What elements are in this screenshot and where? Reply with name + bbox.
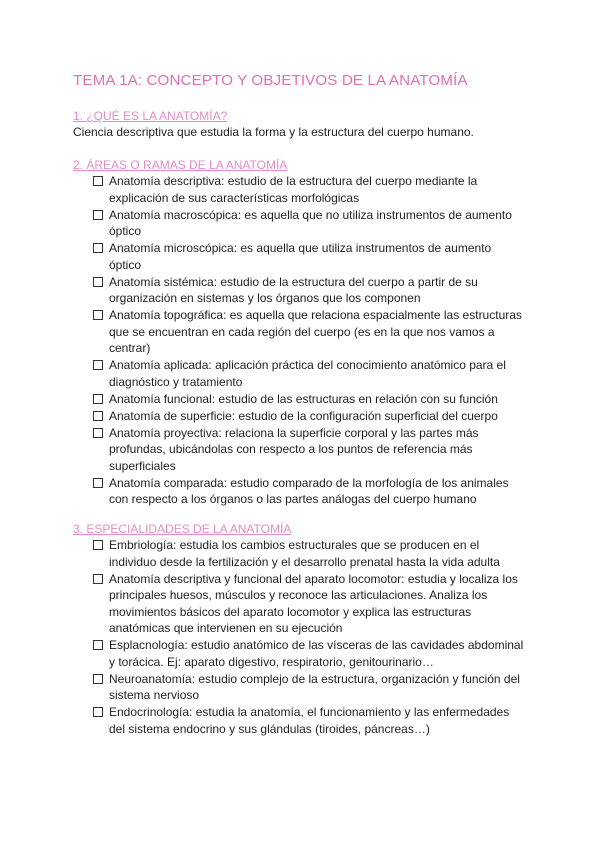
list-item — [73, 671, 543, 704]
item-line: Anatomía proyectiva: relaciona la superficie corporal y las partes más — [109, 425, 479, 440]
section-heading: 3. ESPECIALIDADES DE LA ANATOMÍA — [73, 522, 292, 536]
item-line: diagnóstico y tratamiento — [109, 374, 243, 389]
list-item — [73, 425, 543, 475]
checkbox-icon[interactable] — [93, 411, 103, 421]
areas-list — [73, 173, 543, 508]
checkbox-icon[interactable] — [93, 540, 103, 550]
item-line: Anatomía comparada: estudio comparado de la morfología de los animales — [109, 475, 509, 490]
checkbox-icon[interactable] — [93, 640, 103, 650]
list-item — [73, 704, 543, 737]
checkbox-icon[interactable] — [93, 674, 103, 684]
item-line: organización en sistemas y los órganos que los componen — [109, 291, 421, 305]
list-item — [73, 537, 543, 570]
section-heading: 2. ÁREAS O RAMAS DE LA ANATOMÍA — [73, 158, 288, 172]
item-text — [109, 173, 543, 206]
item-line: Anatomía funcional: estudio de las estructuras en relación con su función — [109, 391, 498, 406]
checkbox-icon[interactable] — [93, 176, 103, 186]
item-text — [109, 704, 543, 737]
item-line: Anatomía topográfica: es aquella que relaciona espacialmente las estructuras — [109, 308, 522, 322]
list-item — [73, 307, 543, 357]
item-text — [109, 391, 543, 408]
checkbox-icon[interactable] — [93, 394, 103, 404]
item-text — [109, 571, 543, 637]
item-text — [109, 207, 543, 240]
checkbox-icon[interactable] — [93, 360, 103, 370]
item-text — [109, 475, 543, 508]
specialties-list — [73, 537, 543, 737]
item-text — [109, 307, 543, 357]
checkbox-icon[interactable] — [93, 210, 103, 220]
section-specialties — [73, 521, 543, 738]
item-text — [109, 408, 543, 425]
list-item — [73, 571, 543, 637]
item-text — [109, 357, 543, 390]
list-item — [73, 173, 543, 206]
item-line: Anatomía de superficie: estudio de la configuración superficial del cuerpo — [109, 408, 498, 423]
item-line: Embriología: estudia los cambios estructurales que se producen en el — [109, 538, 480, 552]
list-item — [73, 357, 543, 390]
item-text — [109, 671, 543, 704]
list-item — [73, 475, 543, 508]
item-line: principales huesos, músculos y reconoce las articulaciones. Analiza los — [109, 588, 488, 602]
item-line: centrar) — [109, 341, 151, 355]
section-areas — [73, 157, 543, 508]
checkbox-icon[interactable] — [93, 428, 103, 438]
item-line: Anatomía microscópica: es aquella que utiliza instrumentos de aumento — [109, 241, 492, 255]
checkbox-icon[interactable] — [93, 277, 103, 287]
section-what-is — [73, 108, 543, 141]
list-item — [73, 207, 543, 240]
item-line: que se encuentran en cada región del cuerpo (es en la que nos vamos a — [109, 324, 495, 339]
item-text — [109, 425, 543, 475]
item-line: Anatomía descriptiva: estudio de la estructura del cuerpo mediante la — [109, 174, 478, 188]
list-item — [73, 408, 543, 425]
section-heading: 1. ¿QUÉ ES LA ANATOMÍA? — [73, 109, 228, 123]
item-text — [109, 637, 543, 670]
checkbox-icon[interactable] — [93, 478, 103, 488]
item-line: individuo desde la fertilización y el desarrollo prenatal hasta la vida adulta — [109, 554, 500, 569]
item-line: Anatomía sistémica: estudio de la estructura del cuerpo a partir de su — [109, 274, 478, 289]
list-item — [73, 637, 543, 670]
section-text: Ciencia descriptiva que estudia la forma y la estructura del cuerpo humano. — [73, 125, 474, 139]
item-line: Endocrinología: estudia la anatomía, el funcionamiento y las enfermedades — [109, 705, 510, 719]
item-line: Esplacnología: estudio anatómico de las vísceras de las cavidades abdominal — [109, 638, 524, 652]
item-line: del sistema endocrino y sus glándulas (tiroides, páncreas…) — [109, 721, 430, 736]
page-title: TEMA 1A: CONCEPTO Y OBJETIVOS DE LA ANATOMÍA — [73, 72, 468, 89]
list-item — [73, 274, 543, 307]
checkbox-icon[interactable] — [93, 574, 103, 584]
item-line: Neuroanatomía: estudio complejo de la estructura, organización y función del — [109, 671, 520, 686]
item-line: explicación de sus características morfológicas — [109, 190, 360, 205]
item-line: Anatomía descriptiva y funcional del aparato locomotor: estudia y localiza los — [109, 571, 518, 586]
checkbox-icon[interactable] — [93, 243, 103, 253]
item-text — [109, 274, 543, 307]
item-line: profundas, ubicándolas con respecto a los puntos de referencia más — [109, 442, 473, 456]
item-text — [109, 537, 543, 570]
item-line: Anatomía aplicada: aplicación práctica del conocimiento anatómico para el — [109, 358, 506, 372]
list-item — [73, 240, 543, 273]
item-line: movimientos básicos del aparato locomotor y explica las estructuras — [109, 604, 472, 619]
item-line: y torácica. Ej: aparato digestivo, respiratorio, genitourinario… — [109, 654, 434, 669]
item-text — [109, 240, 543, 273]
item-line: anatómicas que intervienen en su ejecución — [109, 621, 343, 635]
list-item — [73, 391, 543, 408]
item-line: superficiales — [109, 458, 176, 473]
item-line: óptico — [109, 224, 142, 238]
item-line: Anatomía macroscópica: es aquella que no utiliza instrumentos de aumento — [109, 207, 512, 222]
checkbox-icon[interactable] — [93, 310, 103, 320]
item-line: sistema nervioso — [109, 688, 200, 702]
item-line: óptico — [109, 257, 142, 272]
checkbox-icon[interactable] — [93, 707, 103, 717]
item-line: con respecto a los órganos o las partes análogas del cuerpo humano — [109, 492, 477, 506]
